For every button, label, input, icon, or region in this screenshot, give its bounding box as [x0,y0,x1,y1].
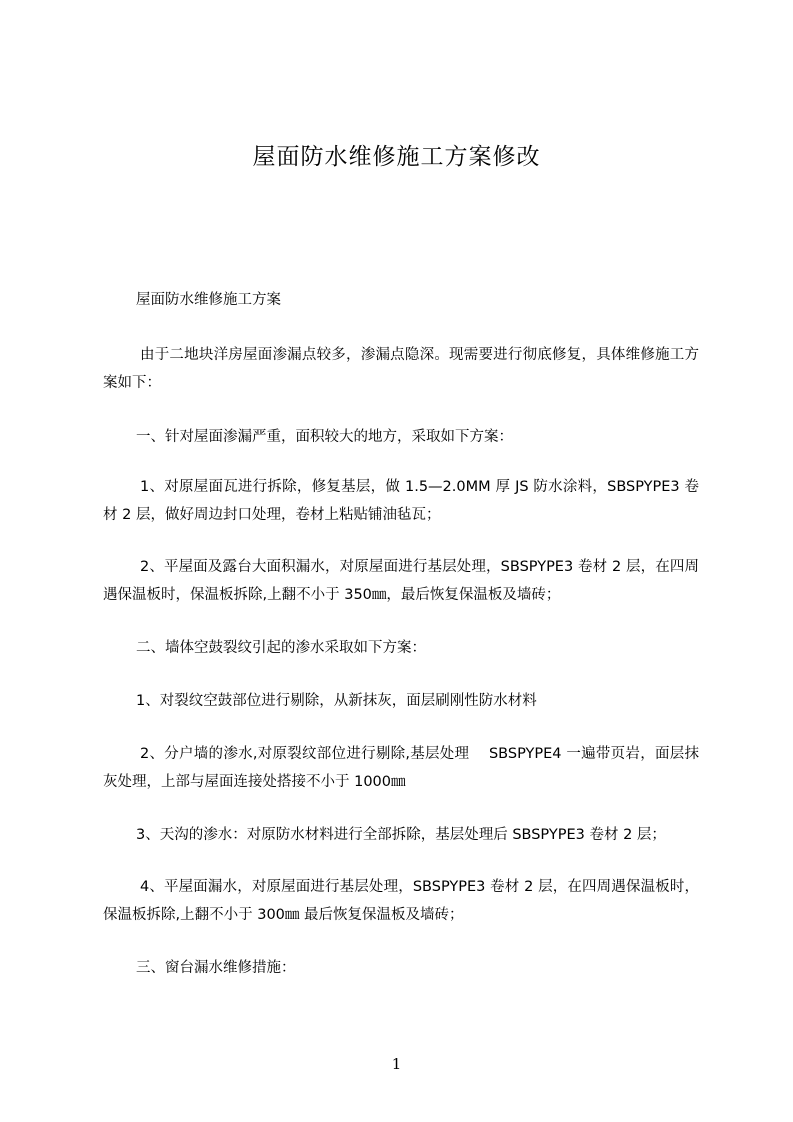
page-number: 1 [391,1055,402,1073]
section-heading-wall: 二、墙体空鼓裂纹引起的渗水采取如下方案： [136,640,426,656]
wall-item-4: 4、平屋面漏水，对原屋面进行基层处理，SBSPYPE3 卷材 2 层，在四周遇保温板时，保温板拆除,上翻不小于 300㎜ 最后恢复保温板及墙砖； [103,879,699,923]
wall-item-1: 1、对裂纹空鼓部位进行剔除，从新抹灰，面层刷刚性防水材料 [136,693,537,709]
roof-item-1: 1、对原屋面瓦进行拆除，修复基层，做 1.5—2.0MM 厚 JS 防水涂料，SBSPYPE3 卷材 2 层，做好周边封口处理，卷材上粘贴铺油毡瓦； [103,479,699,523]
section-heading-plan: 屋面防水维修施工方案 [136,292,281,308]
wall-item-2: 2、分户墙的渗水,对原裂纹部位进行剔除,基层处理 SBSPYPE4 一遍带页岩，面层抹灰处理，上部与屋面连接处搭接不小于 1000㎜ [103,746,699,790]
section-heading-roof: 一、针对屋面渗漏严重，面积较大的地方，采取如下方案： [136,429,513,445]
document-title: 屋面防水维修施工方案修改 [252,144,541,170]
section-heading-window: 三、窗台漏水维修措施： [136,960,296,976]
wall-item-3: 3、天沟的渗水：对原防水材料进行全部拆除，基层处理后 SBSPYPE3 卷材 2 层； [136,827,666,843]
intro-paragraph: 由于二地块洋房屋面渗漏点较多，渗漏点隐深。现需要进行彻底修复，具体维修施工方案如下： [103,347,699,391]
roof-item-2: 2、平屋面及露台大面积漏水，对原屋面进行基层处理，SBSPYPE3 卷材 2 层，在四周遇保温板时，保温板拆除,上翻不小于 350㎜，最后恢复保温板及墙砖； [103,559,699,603]
